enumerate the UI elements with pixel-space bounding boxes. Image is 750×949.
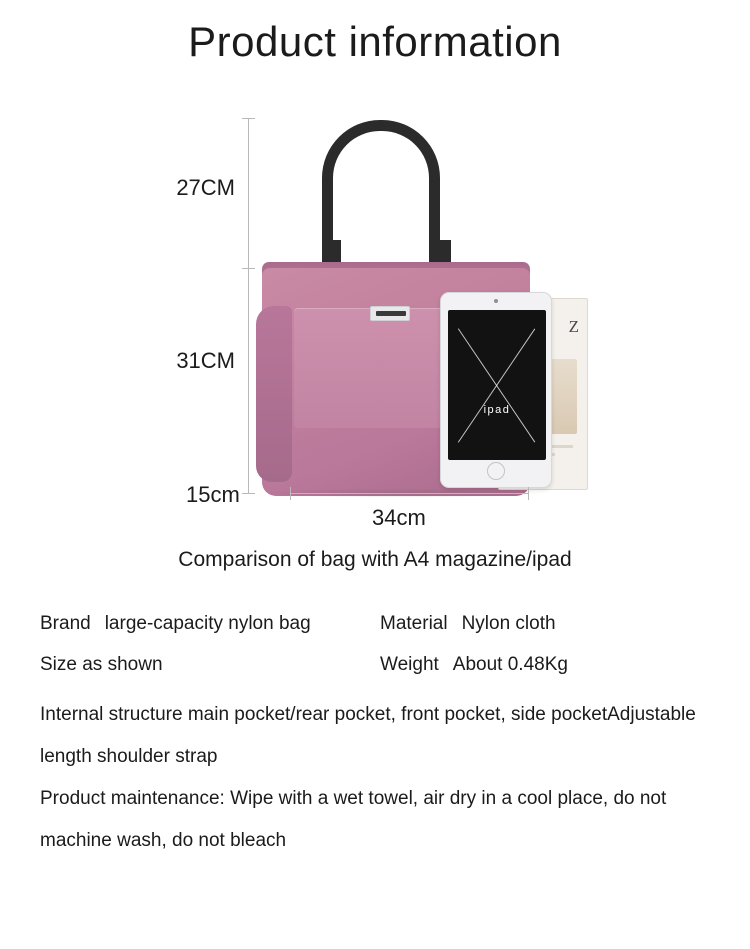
diagram-caption: Comparison of bag with A4 magazine/ipad	[178, 548, 572, 571]
measurement-label-depth: 15cm	[186, 482, 240, 507]
spec-cell-brand	[40, 612, 380, 636]
placeholder-cross-icon	[448, 310, 546, 460]
spec-maintenance: Product maintenance: Wipe with a wet towel, air dry in a cool place, do not machine wash, do not bleach	[40, 788, 667, 851]
vertical-measure-line	[248, 118, 249, 493]
measurement-label-body-height: 31CM	[176, 348, 235, 373]
spec-key: Weight	[380, 654, 439, 675]
spec-row	[40, 653, 720, 677]
ipad-camera-icon	[494, 299, 498, 303]
spec-cell-weight	[380, 653, 720, 677]
spec-key: Brand	[40, 613, 91, 634]
ipad-screen-label: ipad	[483, 404, 511, 416]
horizontal-tick-left	[290, 487, 291, 500]
bag-front-pocket	[294, 308, 444, 428]
horizontal-tick-right	[528, 487, 529, 500]
bag-logo-badge	[370, 306, 410, 321]
page-title: Product information	[188, 18, 562, 65]
spec-cell-material	[380, 612, 720, 636]
bag-side-pocket	[256, 306, 292, 482]
horizontal-measure-line	[290, 493, 528, 494]
ipad-device	[440, 292, 552, 488]
spec-internal-structure: Internal structure main pocket/rear pocket, front pocket, side pocketAdjustable length shoulder strap	[40, 704, 696, 767]
spec-row	[40, 612, 720, 636]
spec-key: Size as shown	[40, 654, 163, 675]
measurement-label-width: 34cm	[372, 505, 426, 530]
measurement-label-handle-height: 27CM	[176, 175, 235, 200]
product-dimension-diagram	[0, 100, 750, 540]
spec-value: About 0.48Kg	[452, 654, 568, 675]
ipad-screen	[448, 310, 546, 460]
specification-list	[40, 612, 720, 862]
ipad-home-button	[487, 462, 505, 480]
spec-value: large-capacity nylon bag	[104, 613, 311, 634]
spec-cell-size	[40, 653, 380, 677]
spec-key: Material	[380, 613, 448, 634]
spec-value: Nylon cloth	[461, 613, 556, 634]
magazine-cover-text: Z	[568, 317, 579, 336]
